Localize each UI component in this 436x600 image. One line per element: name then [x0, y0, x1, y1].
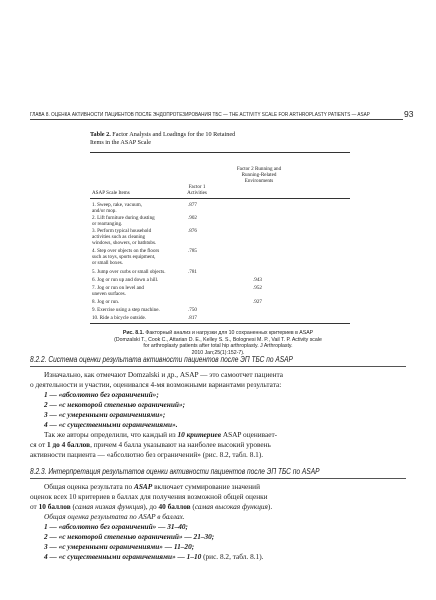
section-heading-8-2-3: 8.2.3. Интерпретация результатов оценки активности пациентов после ЭП ТБС по ASAP	[30, 468, 320, 477]
table-top-rule	[90, 152, 350, 153]
table-caption-label: Table 2.	[90, 131, 111, 138]
table-bottom-rule	[90, 323, 350, 324]
section-rule	[30, 366, 406, 367]
factor2-value: .952	[253, 285, 262, 291]
table-caption-line1: Factor Analysis and Loadings for the 10 Retained	[112, 131, 236, 138]
factor1-value: .781	[188, 269, 197, 275]
paragraph-line: Изначально, как отмечают Domzalski и др., ASAP — это самоотчет пациента	[44, 370, 284, 379]
page-number: 93	[404, 109, 414, 119]
figure-caption: Рис. 8.1. Факторный анализ и нагрузки для 10 сохраненных критериев в ASAP (Domzalski T., Cook C., Attarian D. E., Kelley S. S., Bolognesi M. P., Vail T. P. Activity scale for arthroplasty patients after total hip arthroplasty. J Arthroplasty. 2010 Jan;25(1):152-7).	[114, 330, 322, 356]
result-1: 1 — «абсолютно без ограничений» — 31–40;	[44, 522, 188, 531]
table-header-rule	[90, 198, 350, 199]
factor1-value: .817	[188, 315, 197, 321]
paragraph-line: о деятельности и участии, оценивался 4-мя возможными вариантами результата:	[30, 380, 282, 389]
result-3: 3 — «с умеренными ограничениями» — 11–20;	[44, 542, 195, 551]
running-header: ГЛАВА 8. ОЦЕНКА АКТИВНОСТИ ПАЦИЕНТОВ ПОСЛЕ ЭНДОПРОТЕЗИРОВАНИЯ ТБС — THE ACTIVITY SCALE FOR ARTHROPLASTY PATIENTS — ASAP	[30, 111, 370, 118]
result-2: 2 — «с некоторой степенью ограничений» — 21–30;	[44, 532, 215, 541]
table-caption	[90, 131, 350, 146]
option-3: 3 — «с умеренными ограничениями»;	[44, 410, 166, 419]
paragraph-line: Общая оценка результата по ASAP включает суммирование значений	[44, 482, 260, 491]
factor1-value: .785	[188, 248, 197, 254]
section-rule	[30, 478, 406, 479]
table-caption-line2: Items in the ASAP Scale	[90, 138, 151, 146]
paragraph-line: от 10 баллов (самая низкая функция), до 40 баллов (самая высокая функция).	[30, 502, 273, 511]
paragraph-line: активности пациента — «абсолютно без ограничений» (рис. 8.2, табл. 8.1).	[30, 450, 264, 459]
option-4: 4 — «с существенными ограничениями».	[44, 420, 178, 429]
paragraph-line: Так же авторы определили, что каждый из 10 критериев ASAP оценивает-	[44, 430, 278, 439]
factor1-value: .750	[188, 307, 197, 313]
factor1-value: .877	[188, 202, 197, 208]
header-rule	[30, 119, 403, 120]
result-4: 4 — «с существенными ограничениями» — 1–10 (рис. 8.2, табл. 8.1).	[44, 552, 264, 561]
paragraph-line: ся от 1 до 4 баллов, причем 4 балла указывают на наиболее высокий уровень	[30, 440, 271, 449]
column-header-factor2: Factor 2 Running and Running-Related Environments	[236, 166, 282, 185]
factor1-value: .876	[188, 228, 197, 234]
column-header-factor1: Factor 1 Activities	[187, 184, 207, 197]
paragraph-line: оценок всех 10 критериев в баллах для получения возможной общей оценки	[30, 492, 268, 501]
option-2: 2 — «с некоторой степенью ограничений»;	[44, 400, 186, 409]
factor2-value: .927	[253, 299, 262, 305]
factor1-value: .902	[188, 215, 197, 221]
subheading-total-score: Общая оценка результата по ASAP в баллах.	[44, 512, 185, 521]
column-header-items: ASAP Scale Items	[92, 190, 130, 196]
option-1: 1 — «абсолютно без ограничений»;	[44, 390, 159, 399]
factor2-value: .943	[253, 277, 262, 283]
section-heading-8-2-2: 8.2.2. Система оценки результата активности пациентов после ЭП ТБС по ASAP	[30, 356, 293, 365]
